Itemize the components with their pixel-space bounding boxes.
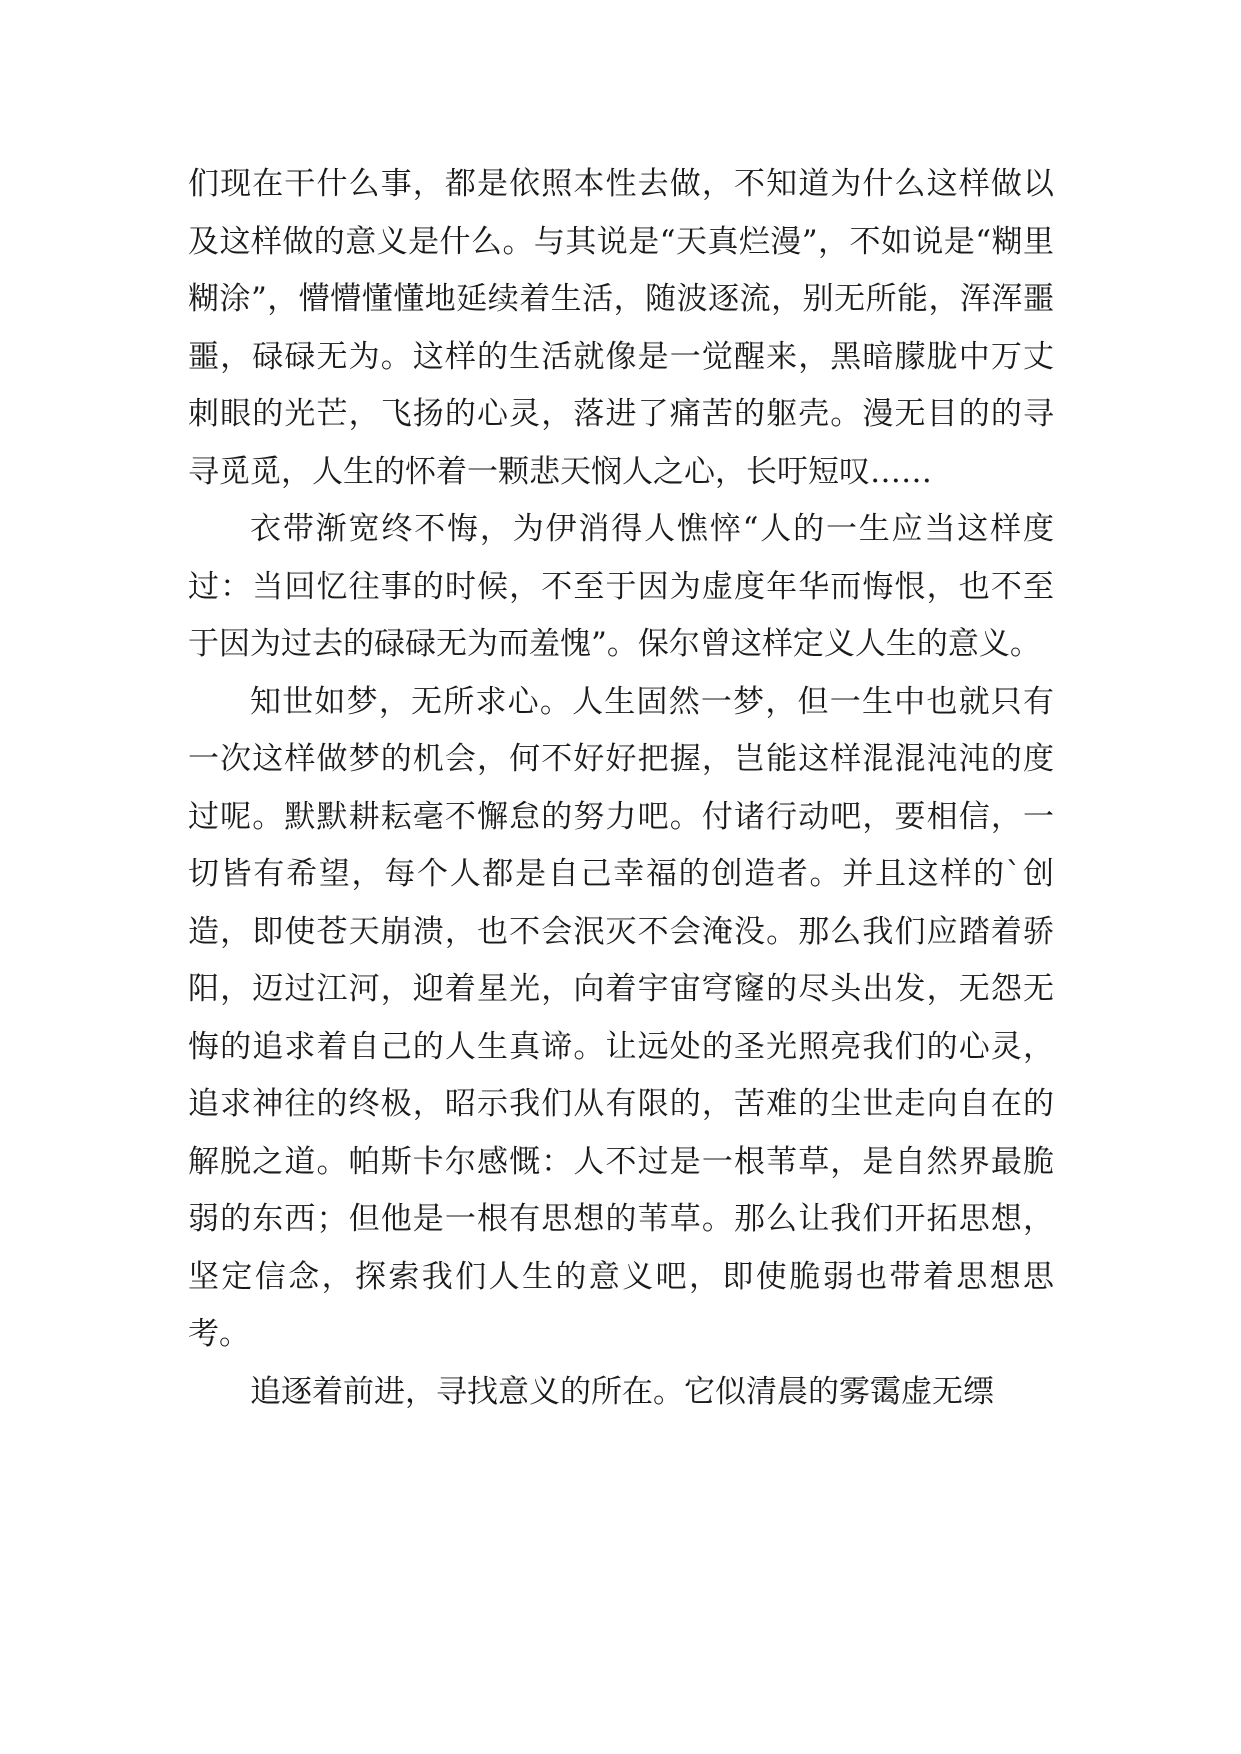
paragraph-4: 追逐着前进，寻找意义的所在。它似清晨的雾霭虚无缥 bbox=[250, 1373, 994, 1410]
paragraph-3: 知世如梦，无所求心。人生固然一梦，但一生中也就只有一次这样做梦的机会，何不好好把握，岂能这样混混沌沌的度过呢。默默耕耘毫不懈怠的努力吧。付诸行动吧，要相信，一切皆有希望，每个人都是自己幸福的创造者。并且这样的`创造，即使苍天崩溃，也不会泯灭不会淹没。那么我们应踏着骄阳，迈过江河，迎着星光，向着宇宙穹窿的尽头出发，无怨无悔的追求着自己的人生真谛。让远处的圣光照亮我们的心灵，追求神往的终极，昭示我们从有限的，苦难的尘世走向自在的解脱之道。帕斯卡尔感慨：人不过是一根苇草，是自然界最脆弱的东西；但他是一根有思想的苇草。那么让我们开拓思想，坚定信念，探索我们人生的意义吧，即使脆弱也带着思想思考。 bbox=[188, 683, 1054, 1352]
document-body bbox=[188, 156, 1054, 1421]
paragraph-2: 衣带渐宽终不悔，为伊消得人憔悴“人的一生应当这样度过：当回忆往事的时候，不至于因为虚度年华而悔恨，也不至于因为过去的碌碌无为而羞愧”。保尔曾这样定义人生的意义。 bbox=[188, 511, 1054, 662]
paragraph-1: 们现在干什么事，都是依照本性去做，不知道为什么这样做以及这样做的意义是什么。与其说是“天真烂漫”，不如说是“糊里糊涂”，懵懵懂懂地延续着生活，随波逐流，别无所能，浑浑噩噩，碌碌无为。这样的生活就像是一觉醒来，黑暗朦胧中万丈刺眼的光芒，飞扬的心灵，落进了痛苦的躯壳。漫无目的的寻寻觅觅，人生的怀着一颗悲天悯人之心，长吁短叹…… bbox=[188, 166, 1054, 490]
